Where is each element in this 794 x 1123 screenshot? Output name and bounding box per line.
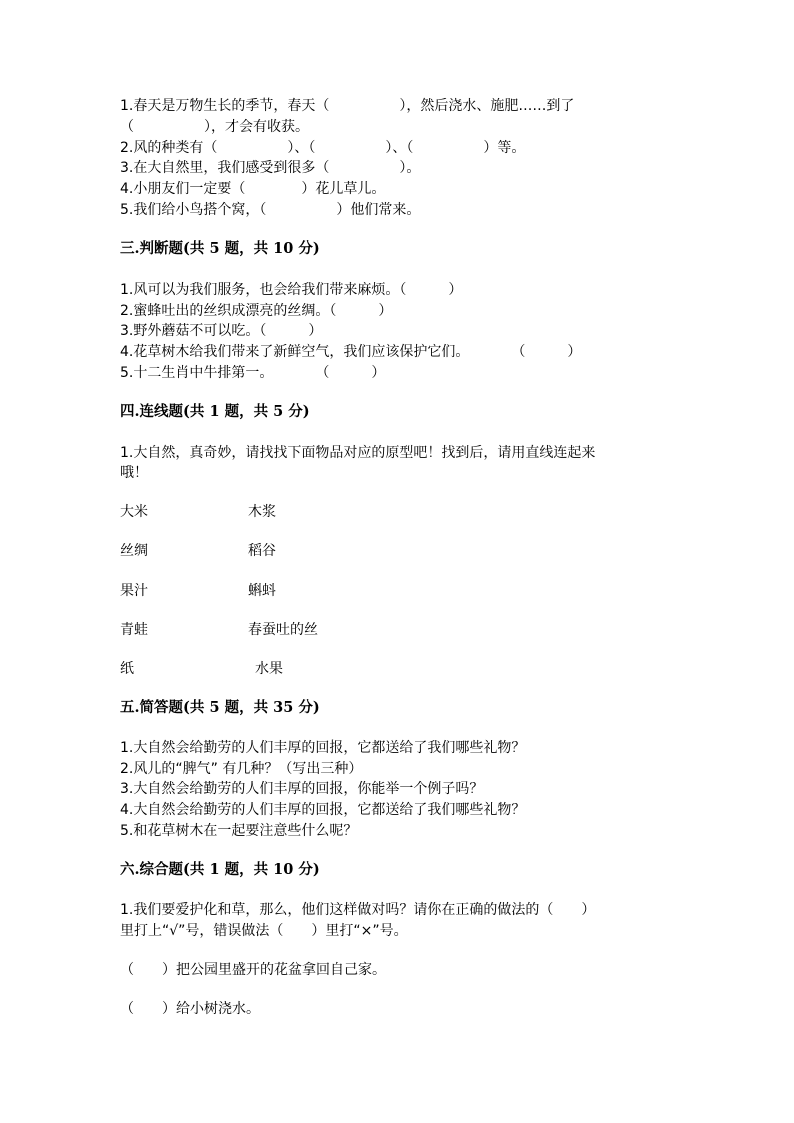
match-left-item: 丝绸: [120, 543, 148, 559]
judge-question-5: 5.十二生肖中牛排第一。 （ ）: [120, 365, 386, 381]
short-answer-question-1: 1.大自然会给勤劳的人们丰厚的回报，它都送给了我们哪些礼物？: [120, 740, 526, 756]
judge-question-3: 3.野外蘑菇不可以吃。（ ）: [120, 323, 323, 339]
comprehensive-question-line-1: 1.我们要爱护化和草，那么，他们这样做对吗？请你在正确的做法的（ ）: [120, 902, 596, 918]
short-answer-section-heading: 五.简答题(共 5 题，共 35 分): [120, 699, 320, 716]
judge-question-2: 2.蜜蜂吐出的丝织成漂亮的丝绸。（ ）: [120, 303, 393, 319]
fill-question-1-line-2: （ ），才会有收获。: [120, 119, 309, 135]
match-question-line-1: 1.大自然，真奇妙，请找找下面物品对应的原型吧！找到后，请用直线连起来: [120, 445, 596, 461]
short-answer-question-3: 3.大自然会给勤劳的人们丰厚的回报，你能举一个例子吗？: [120, 781, 484, 797]
fill-question-4: 4.小朋友们一定要（ ）花儿草儿。: [120, 181, 386, 197]
match-left-item: 果汁: [120, 583, 148, 599]
comprehensive-question-line-2: 里打上“√”号，错误做法（ ）里打“×”号。: [120, 923, 408, 939]
judge-section-heading: 三.判断题(共 5 题，共 10 分): [120, 240, 320, 257]
match-right-item: 春蚕吐的丝: [248, 622, 318, 638]
short-answer-question-2: 2.风儿的“脾气” 有几种？（写出三种）: [120, 761, 363, 777]
short-answer-question-5: 5.和花草树木在一起要注意些什么呢？: [120, 823, 358, 839]
match-left-item: 大米: [120, 504, 148, 520]
match-right-item: 稻谷: [248, 543, 276, 559]
match-right-item: 水果: [255, 661, 283, 677]
match-right-item: 木浆: [248, 504, 276, 520]
match-left-item: 纸: [120, 661, 134, 677]
judge-question-1: 1.风可以为我们服务，也会给我们带来麻烦。（ ）: [120, 282, 463, 298]
match-question-line-2: 哦！: [120, 465, 148, 481]
fill-question-5: 5.我们给小鸟搭个窝，（ ）他们常来。: [120, 202, 421, 218]
comprehensive-option-2: （ ）给小树浇水。: [120, 1001, 260, 1017]
match-section-heading: 四.连线题(共 1 题，共 5 分): [120, 403, 310, 420]
match-right-item: 蝌蚪: [248, 583, 276, 599]
fill-question-3: 3.在大自然里，我们感受到很多（ ）。: [120, 160, 421, 176]
fill-question-2: 2.风的种类有（ ）、（ ）、（ ）等。: [120, 140, 526, 156]
match-left-item: 青蛙: [120, 622, 148, 638]
comprehensive-option-1: （ ）把公园里盛开的花盆拿回自己家。: [120, 962, 386, 978]
fill-question-1-line-1: 1.春天是万物生长的季节，春天（ ），然后浇水、施肥……到了: [120, 98, 575, 114]
short-answer-question-4: 4.大自然会给勤劳的人们丰厚的回报，它都送给了我们哪些礼物？: [120, 802, 526, 818]
comprehensive-section-heading: 六.综合题(共 1 题，共 10 分): [120, 861, 320, 878]
judge-question-4: 4.花草树木给我们带来了新鲜空气，我们应该保护它们。 （ ）: [120, 344, 582, 360]
